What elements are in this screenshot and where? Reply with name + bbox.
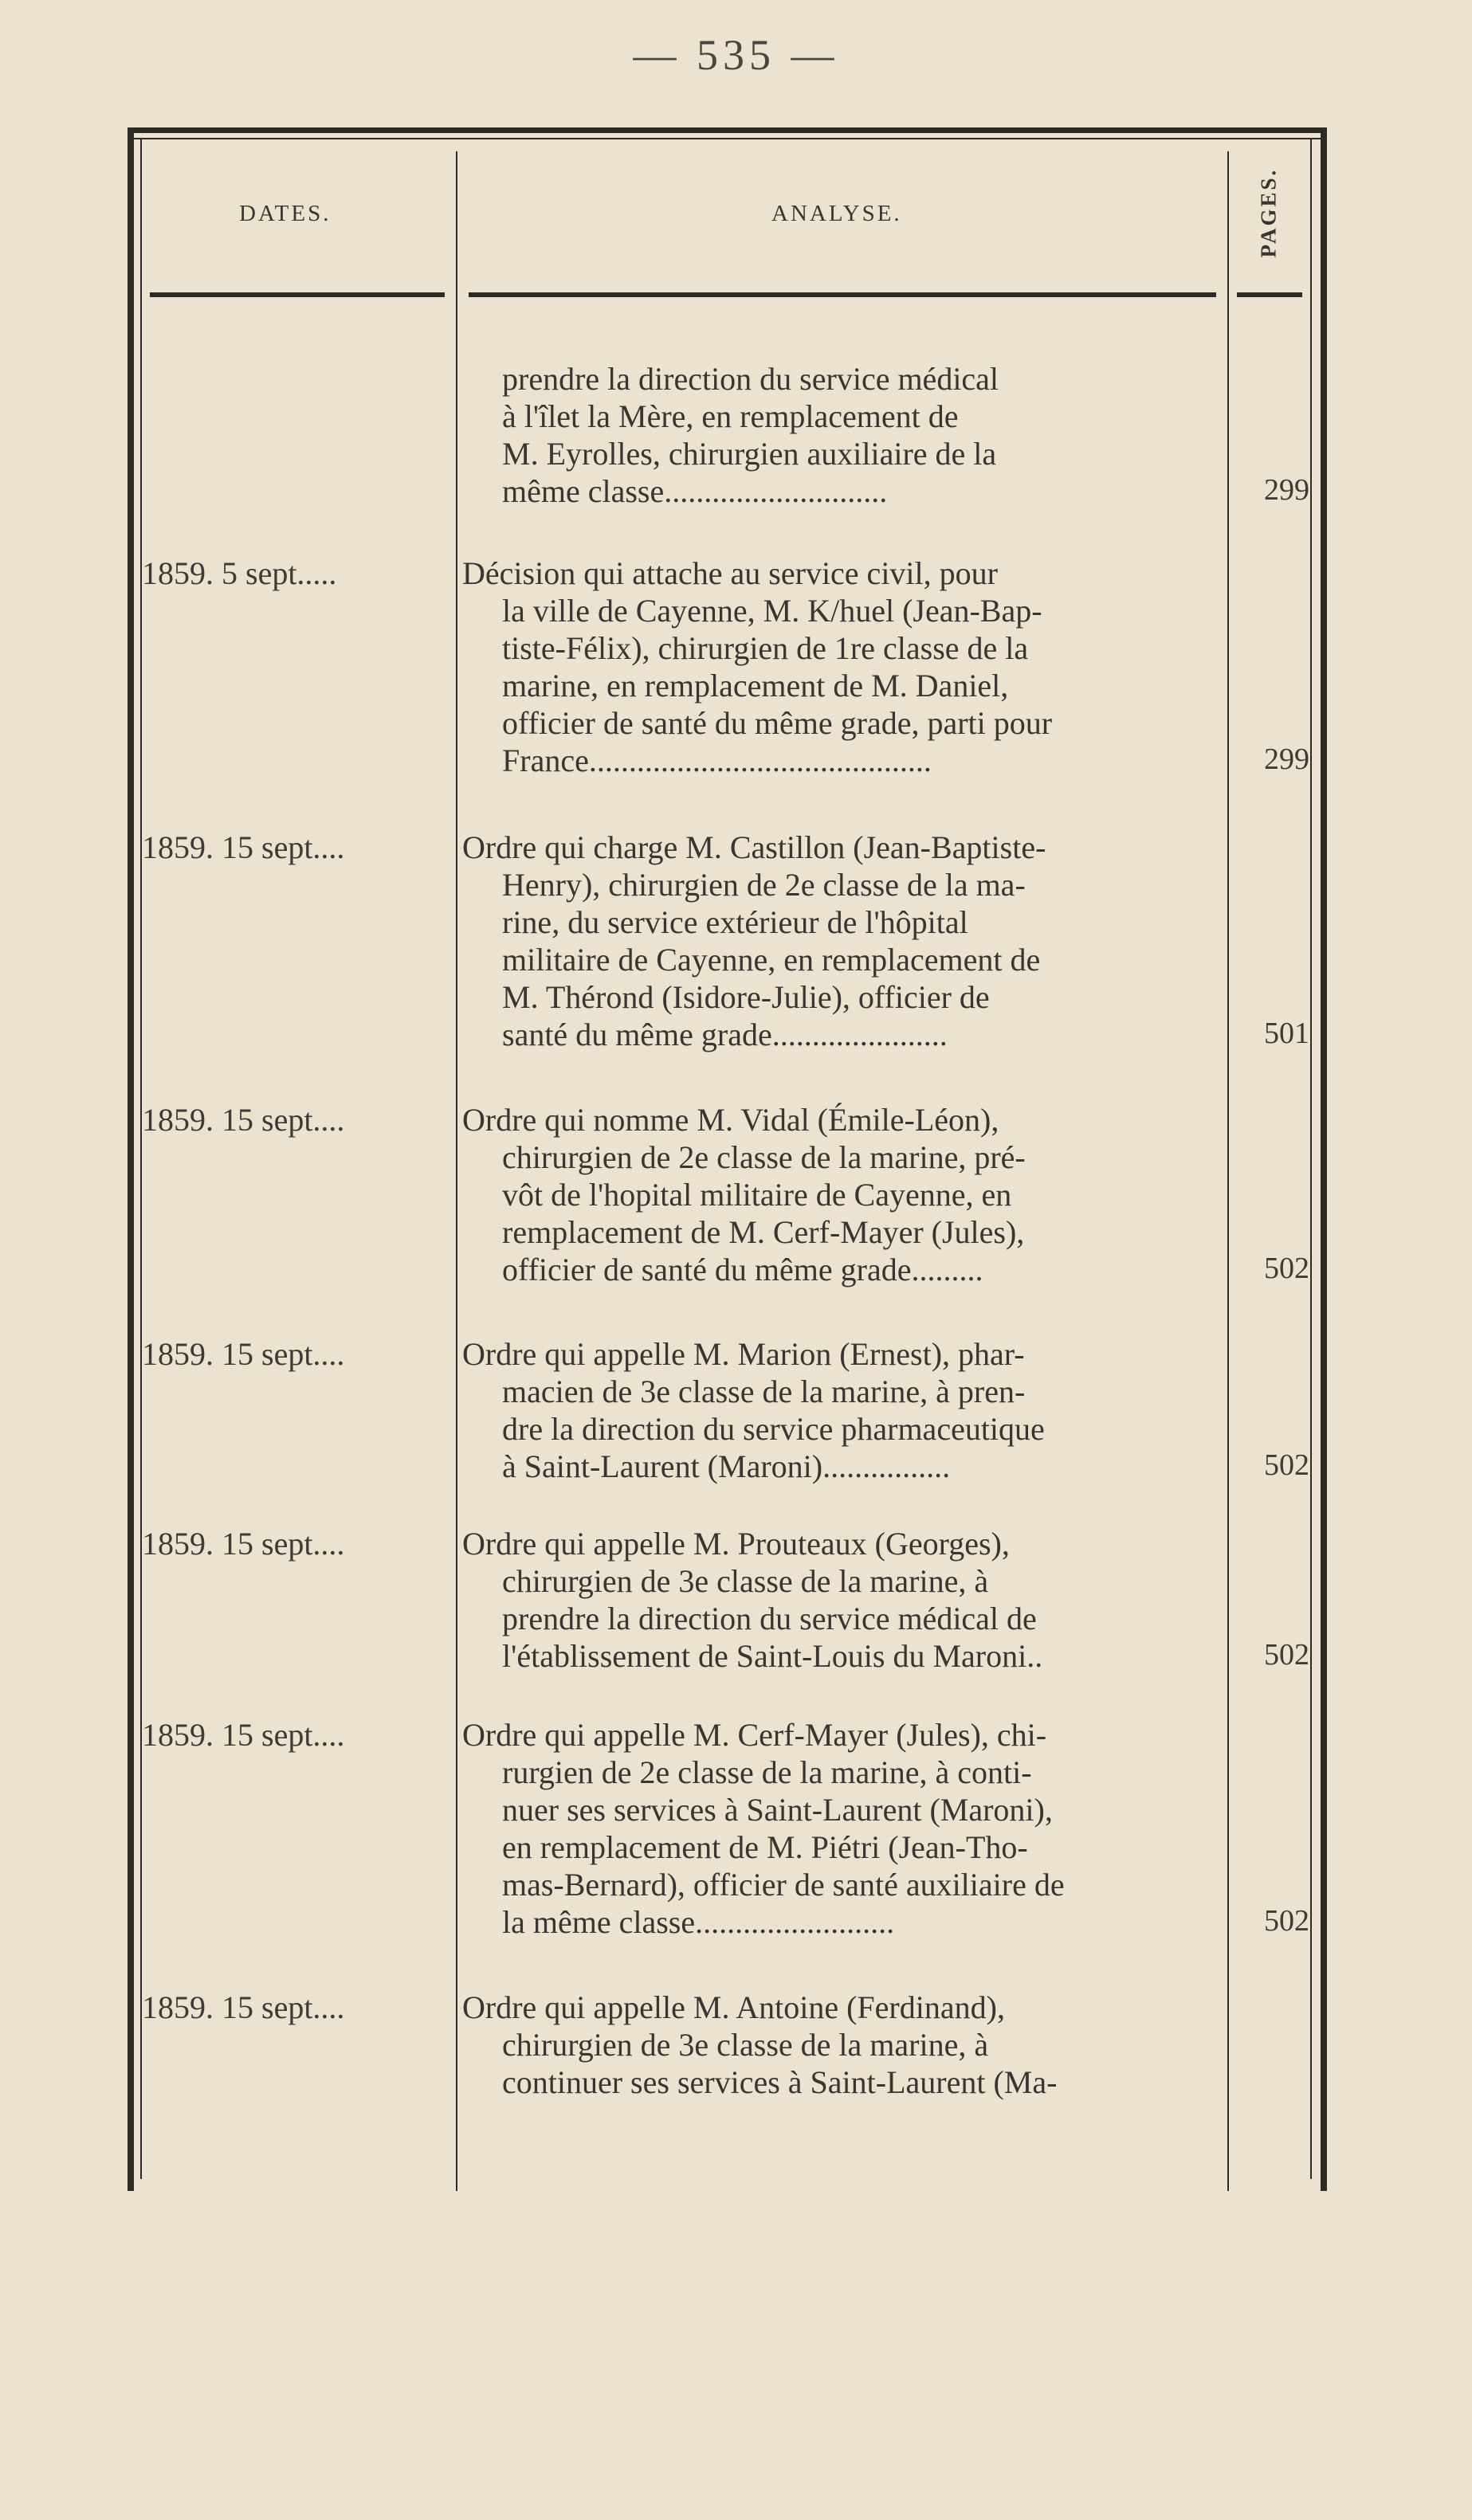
analysis-line: M. Eyrolles, chirurgien auxiliaire de la [502, 436, 997, 472]
analysis-line: à Saint-Laurent (Maroni)................ [502, 1448, 951, 1484]
analysis-line: en remplacement de M. Piétri (Jean-Tho- [502, 1829, 1028, 1865]
analysis-line: macien de 3e classe de la marine, à pren- [502, 1374, 1026, 1409]
entry-analysis [462, 829, 1226, 1053]
entry-analysis [462, 1335, 1226, 1485]
analysis-line: Décision qui attache au service civil, pour [462, 555, 998, 591]
analysis-header-rule [469, 292, 1216, 297]
entry-analysis [462, 1101, 1226, 1288]
analysis-line: Henry), chirurgien de 2e classe de la ma- [502, 867, 1026, 903]
entry-analysis [462, 1989, 1226, 2101]
pages-header: PAGES. [1256, 167, 1281, 258]
page-number: — 535 — [633, 31, 839, 79]
analysis-line: chirurgien de 2e classe de la marine, pré- [502, 1139, 1026, 1175]
analysis-line: rine, du service extérieur de l'hôpital [502, 904, 968, 940]
analysis-line: à l'îlet la Mère, en remplacement de [502, 398, 959, 434]
page-reference: 502 [1264, 1252, 1309, 1285]
analysis-line: Ordre qui appelle M. Antoine (Ferdinand), [462, 1989, 1005, 2025]
analysis-line: militaire de Cayenne, en remplacement de [502, 942, 1041, 978]
right-border [1321, 127, 1327, 2191]
entry-analysis [462, 1525, 1226, 1675]
analysis-line: Ordre qui nomme M. Vidal (Émile-Léon), [462, 1102, 999, 1138]
analysis-line: prendre la direction du service médical de [502, 1601, 1037, 1636]
analysis-line: continuer ses services à Saint-Laurent (Ma- [502, 2064, 1058, 2100]
dates-header: DATES. [239, 201, 332, 226]
entry-analysis [462, 555, 1226, 779]
analysis-line: même classe............................ [502, 473, 888, 509]
analysis-line: santé du même grade...................... [502, 1017, 948, 1052]
page-reference: 299 [1264, 743, 1309, 776]
analysis-line: Ordre qui appelle M. Cerf-Mayer (Jules), chi- [462, 1717, 1047, 1753]
entry-analysis [462, 1716, 1226, 1941]
analysis-line: marine, en remplacement de M. Daniel, [502, 668, 1009, 703]
analysis-line: rurgien de 2e classe de la marine, à conti- [502, 1754, 1032, 1790]
analysis-line: prendre la direction du service médical [502, 361, 999, 397]
right-border-thin [1310, 139, 1312, 2179]
entry-date: 1859. 15 sept.... [142, 1717, 345, 1753]
top-rule-thin [128, 138, 1327, 139]
analysis-line: nuer ses services à Saint-Laurent (Maroni), [502, 1792, 1053, 1828]
analysis-header: ANALYSE. [771, 201, 902, 226]
page-reference: 299 [1264, 473, 1309, 507]
entry-date: 1859. 15 sept.... [142, 1336, 345, 1372]
entry-date: 1859. 5 sept..... [142, 555, 337, 591]
analysis-line: vôt de l'hopital militaire de Cayenne, en [502, 1177, 1012, 1213]
analysis-line: mas-Bernard), officier de santé auxiliaire de [502, 1867, 1065, 1903]
entry-date: 1859. 15 sept.... [142, 1526, 345, 1562]
analysis-line: l'établissement de Saint-Louis du Maroni.. [502, 1638, 1043, 1674]
page-reference: 502 [1264, 1638, 1309, 1672]
entry-date: 1859. 15 sept.... [142, 829, 345, 865]
entry-date: 1859. 15 sept.... [142, 1102, 345, 1138]
page-reference: 501 [1264, 1017, 1309, 1050]
analysis-line: Ordre qui appelle M. Marion (Ernest), phar- [462, 1336, 1025, 1372]
analysis-line: M. Thérond (Isidore-Julie), officier de [502, 979, 990, 1015]
page-reference: 502 [1264, 1448, 1309, 1482]
table-frame [128, 127, 1327, 2191]
analysis-line: officier de santé du même grade......... [502, 1252, 983, 1287]
pages-header-rule [1237, 292, 1302, 297]
analysis-line: France........................................... [502, 743, 932, 778]
top-rule [128, 127, 1327, 133]
dates-divider [456, 151, 457, 2191]
analysis-line: officier de santé du même grade, parti pour [502, 705, 1053, 741]
continuation-text [502, 360, 1226, 510]
page-reference: 502 [1264, 1904, 1309, 1938]
left-border-thin [140, 139, 142, 2179]
analysis-line: remplacement de M. Cerf-Mayer (Jules), [502, 1214, 1025, 1250]
analysis-line: tiste-Félix), chirurgien de 1re classe de la [502, 630, 1029, 666]
analysis-line: Ordre qui charge M. Castillon (Jean-Baptiste- [462, 829, 1046, 865]
entry-date: 1859. 15 sept.... [142, 1989, 345, 2025]
analysis-line: la même classe......................... [502, 1904, 895, 1940]
analysis-line: dre la direction du service pharmaceutique [502, 1411, 1045, 1447]
dates-header-rule [150, 292, 445, 297]
analysis-line: chirurgien de 3e classe de la marine, à [502, 2027, 989, 2063]
analysis-line: chirurgien de 3e classe de la marine, à [502, 1563, 989, 1599]
analysis-line: la ville de Cayenne, M. K/huel (Jean-Bap- [502, 593, 1042, 629]
analysis-line: Ordre qui appelle M. Prouteaux (Georges), [462, 1526, 1010, 1562]
pages-divider [1227, 151, 1229, 2191]
left-border [128, 127, 134, 2191]
